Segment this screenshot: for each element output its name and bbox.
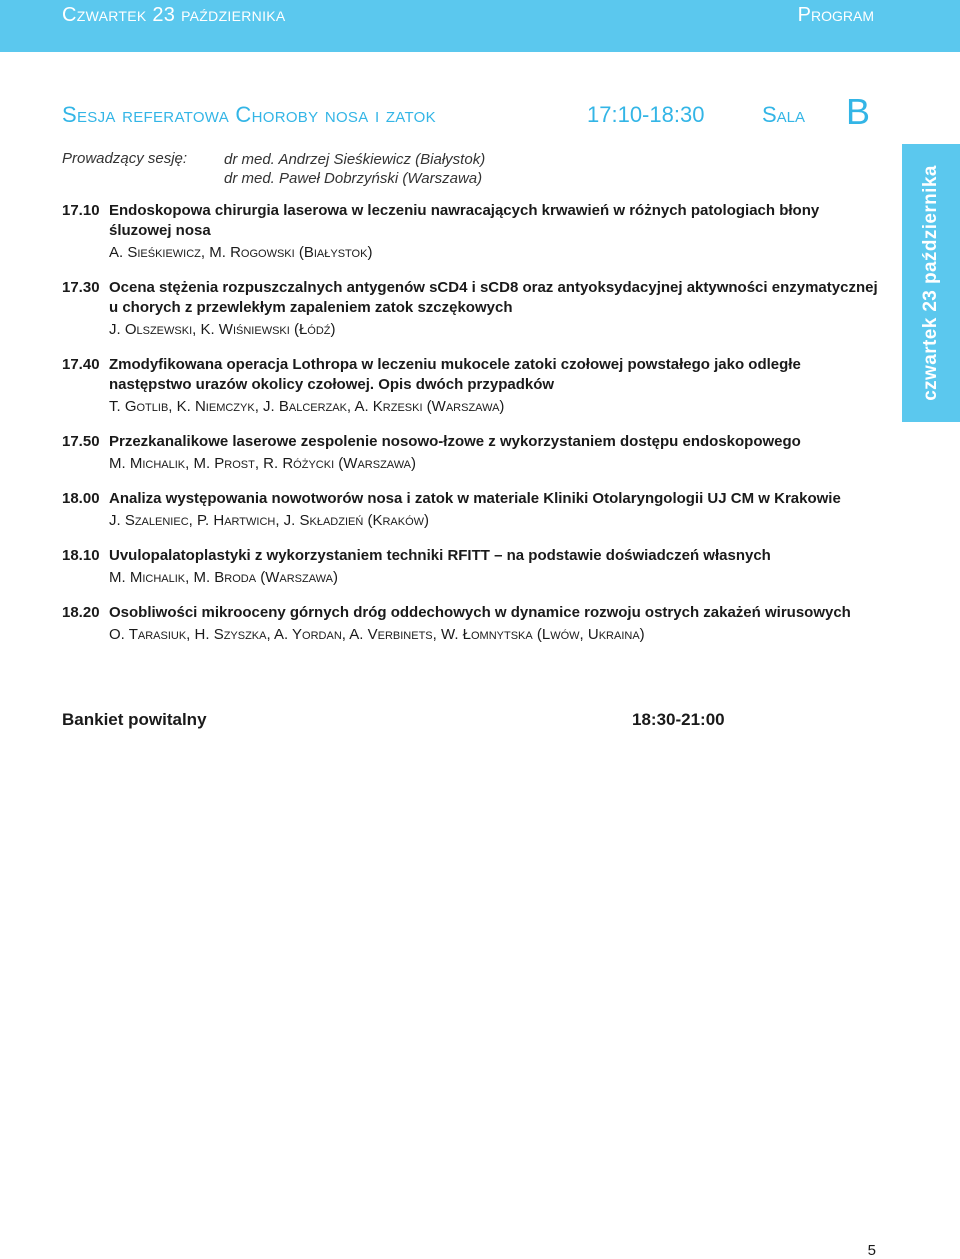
chair-name: dr med. Paweł Dobrzyński (Warszawa) xyxy=(224,170,483,187)
header-section-label: Program xyxy=(797,4,874,26)
item-title: Ocena stężenia rozpuszczalnych antygenów sCD4 i sCD8 oraz antyoksydacyjnej aktywności enzymatycznej u chorych z przewlekłym zapaleniem zatok szczękowych xyxy=(109,279,878,316)
item-authors: A. Sieśkiewicz, M. Rogowski (Białystok) xyxy=(109,244,373,261)
item-title: Uvulopalatoplastyki z wykorzystaniem techniki RFITT – na podstawie doświadczeń własnych xyxy=(109,547,771,564)
item-time: 17.50 xyxy=(62,433,100,450)
session-room-letter: B xyxy=(846,91,871,132)
item-time: 17.10 xyxy=(62,202,100,219)
item-authors: M. Michalik, M. Prost, R. Różycki (Warszawa) xyxy=(109,455,417,472)
banquet-label: Bankiet powitalny xyxy=(62,710,207,729)
side-day-tab xyxy=(902,144,960,422)
item-title: Osobliwości mikrooceny górnych dróg oddechowych w dynamice rozwoju ostrych zakażeń wirusowych xyxy=(109,604,851,621)
page-number: 5 xyxy=(867,1242,876,1259)
page-header-bar xyxy=(0,0,960,52)
program-item xyxy=(62,432,882,474)
side-tab-label: czwartek 23 października xyxy=(920,165,941,401)
session-room-label: Sala xyxy=(762,102,806,127)
item-title: Analiza występowania nowotworów nosa i zatok w materiale Kliniki Otolaryngologii UJ CM w Krakowie xyxy=(109,490,841,507)
session-time: 17:10-18:30 xyxy=(587,102,705,127)
chairs-names xyxy=(224,150,485,188)
item-time: 17.40 xyxy=(62,356,100,373)
item-time: 18.10 xyxy=(62,547,100,564)
item-title: Zmodyfikowana operacja Lothropa w leczeniu mukocele zatoki czołowej powstałego jako odległe następstwo urazów okolicy czołowej. Opis dwóch przypadków xyxy=(109,356,801,393)
session-heading xyxy=(62,91,872,137)
banquet-time: 18:30-21:00 xyxy=(632,710,725,729)
item-time: 17.30 xyxy=(62,279,100,296)
program-item xyxy=(62,489,882,531)
item-time: 18.00 xyxy=(62,490,100,507)
session-title: Sesja referatowa Choroby nosa i zatok xyxy=(62,102,436,127)
program-list xyxy=(62,201,882,660)
program-item xyxy=(62,603,882,645)
program-item xyxy=(62,278,882,340)
item-authors: T. Gotlib, K. Niemczyk, J. Balcerzak, A. Krzeski (Warszawa) xyxy=(109,398,505,415)
program-item xyxy=(62,546,882,588)
chair-name: dr med. Andrzej Sieśkiewicz (Białystok) xyxy=(224,151,486,168)
item-title: Endoskopowa chirurgia laserowa w leczeniu nawracających krwawień w różnych patologiach błony śluzowej nosa xyxy=(109,202,820,239)
header-day-label: Czwartek 23 października xyxy=(62,4,286,26)
item-authors: J. Olszewski, K. Wiśniewski (Łódź) xyxy=(109,321,336,338)
program-item xyxy=(62,355,882,417)
item-title: Przezkanalikowe laserowe zespolenie nosowo-łzowe z wykorzystaniem dostępu endoskopowego xyxy=(109,433,801,450)
item-authors: M. Michalik, M. Broda (Warszawa) xyxy=(109,569,338,586)
item-time: 18.20 xyxy=(62,604,100,621)
item-authors: J. Szaleniec, P. Hartwich, J. Składzień (Kraków) xyxy=(109,512,430,529)
program-item xyxy=(62,201,882,263)
chairs-label: Prowadzący sesję: xyxy=(62,150,188,167)
item-authors: O. Tarasiuk, H. Szyszka, A. Yordan, A. Verbinets, W. Łomnytska (Lwów, Ukraina) xyxy=(109,626,645,643)
